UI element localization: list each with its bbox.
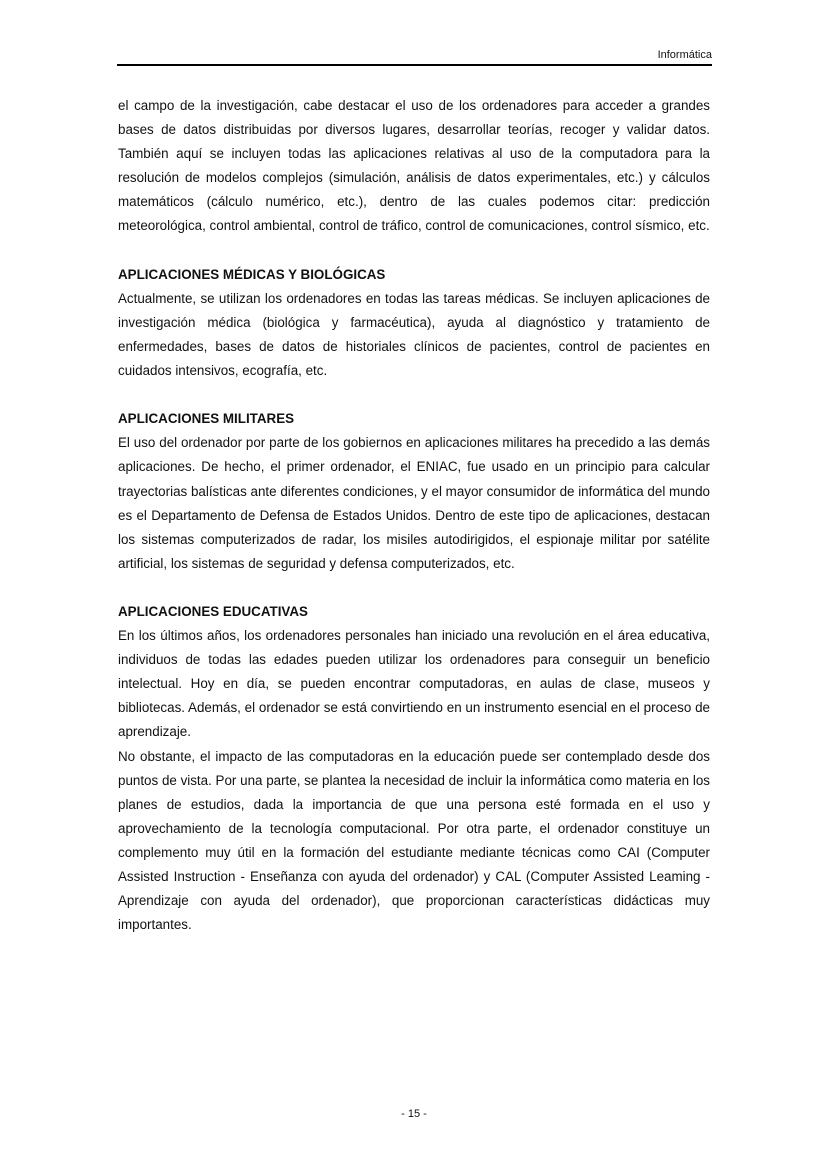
intro-paragraph: el campo de la investigación, cabe destacar el uso de los ordenadores para acceder a grandes bases de datos distribuidas por diversos lugares, desarrollar teorías, recoger y validar datos. También aquí se incluyen todas las aplicaciones relativas al uso de la computadora para la resolución de modelos complejos (simulación, análisis de datos experimentales, etc.) y cálculos matemáticos (cálculo numérico, etc.), dentro de las cuales podemos citar: predicción meteorológica, control ambiental, control de tráfico, control de comunicaciones, control sísmico, etc.	[118, 98, 710, 234]
section-paragraph: No obstante, el impacto de las computadoras en la educación puede ser contemplado desde dos puntos de vista. Por una parte, se plantea la necesidad de incluir la informática como materia en los planes de estudios, dada la importancia de que una persona esté formada en el uso y aprovechamiento de la tecnología computacional. Por otra parte, el ordenador constituye un complemento muy útil en la formación del estudiante mediante técnicas como CAI (Computer Assisted Instruction - Enseñanza con ayuda del ordenador) y CAL (Computer Assisted Leaming - Aprendizaje con ayuda del ordenador), que proporcionan características didácticas muy importantes.	[118, 748, 710, 933]
section-medical-biological	[118, 263, 710, 383]
header-rule	[117, 64, 712, 66]
section-heading: APLICACIONES MÉDICAS Y BIOLÓGICAS	[118, 266, 386, 282]
section-paragraph: En los últimos años, los ordenadores personales han iniciado una revolución en el área educativa, individuos de todas las edades pueden utilizar los ordenadores para conseguir un beneficio intelectual. Hoy en día, se pueden encontrar computadoras, en aulas de clase, museos y bibliotecas. Además, el ordenador se está convirtiendo en un instrumento esencial en el proceso de aprendizaje.	[118, 628, 710, 740]
section-paragraph: Actualmente, se utilizan los ordenadores en todas las tareas médicas. Se incluyen aplicaciones de investigación médica (biológica y farmacéutica), ayuda al diagnóstico y tratamiento de enfermedades, bases de datos de historiales clínicos de pacientes, control de pacientes en cuidados intensivos, ecografía, etc.	[118, 290, 710, 379]
running-header: Informática	[657, 49, 712, 61]
section-heading: APLICACIONES MILITARES	[118, 411, 295, 427]
section-military	[118, 407, 710, 576]
section-educational	[118, 600, 710, 937]
page-body	[118, 94, 710, 937]
section-heading: APLICACIONES EDUCATIVAS	[118, 603, 308, 619]
page-number: - 15 -	[401, 1108, 427, 1120]
section-paragraph: El uso del ordenador por parte de los gobiernos en aplicaciones militares ha precedido a las demás aplicaciones. De hecho, el primer ordenador, el ENIAC, fue usado en un principio para calcular trayectorias balísticas ante diferentes condiciones, y el mayor consumidor de informática del mundo es el Departamento de Defensa de Estados Unidos. Dentro de este tipo de aplicaciones, destacan los sistemas computerizados de radar, los misiles autodirigidos, el espionaje militar por satélite artificial, los sistemas de seguridad y defensa computerizados, etc.	[118, 435, 710, 571]
